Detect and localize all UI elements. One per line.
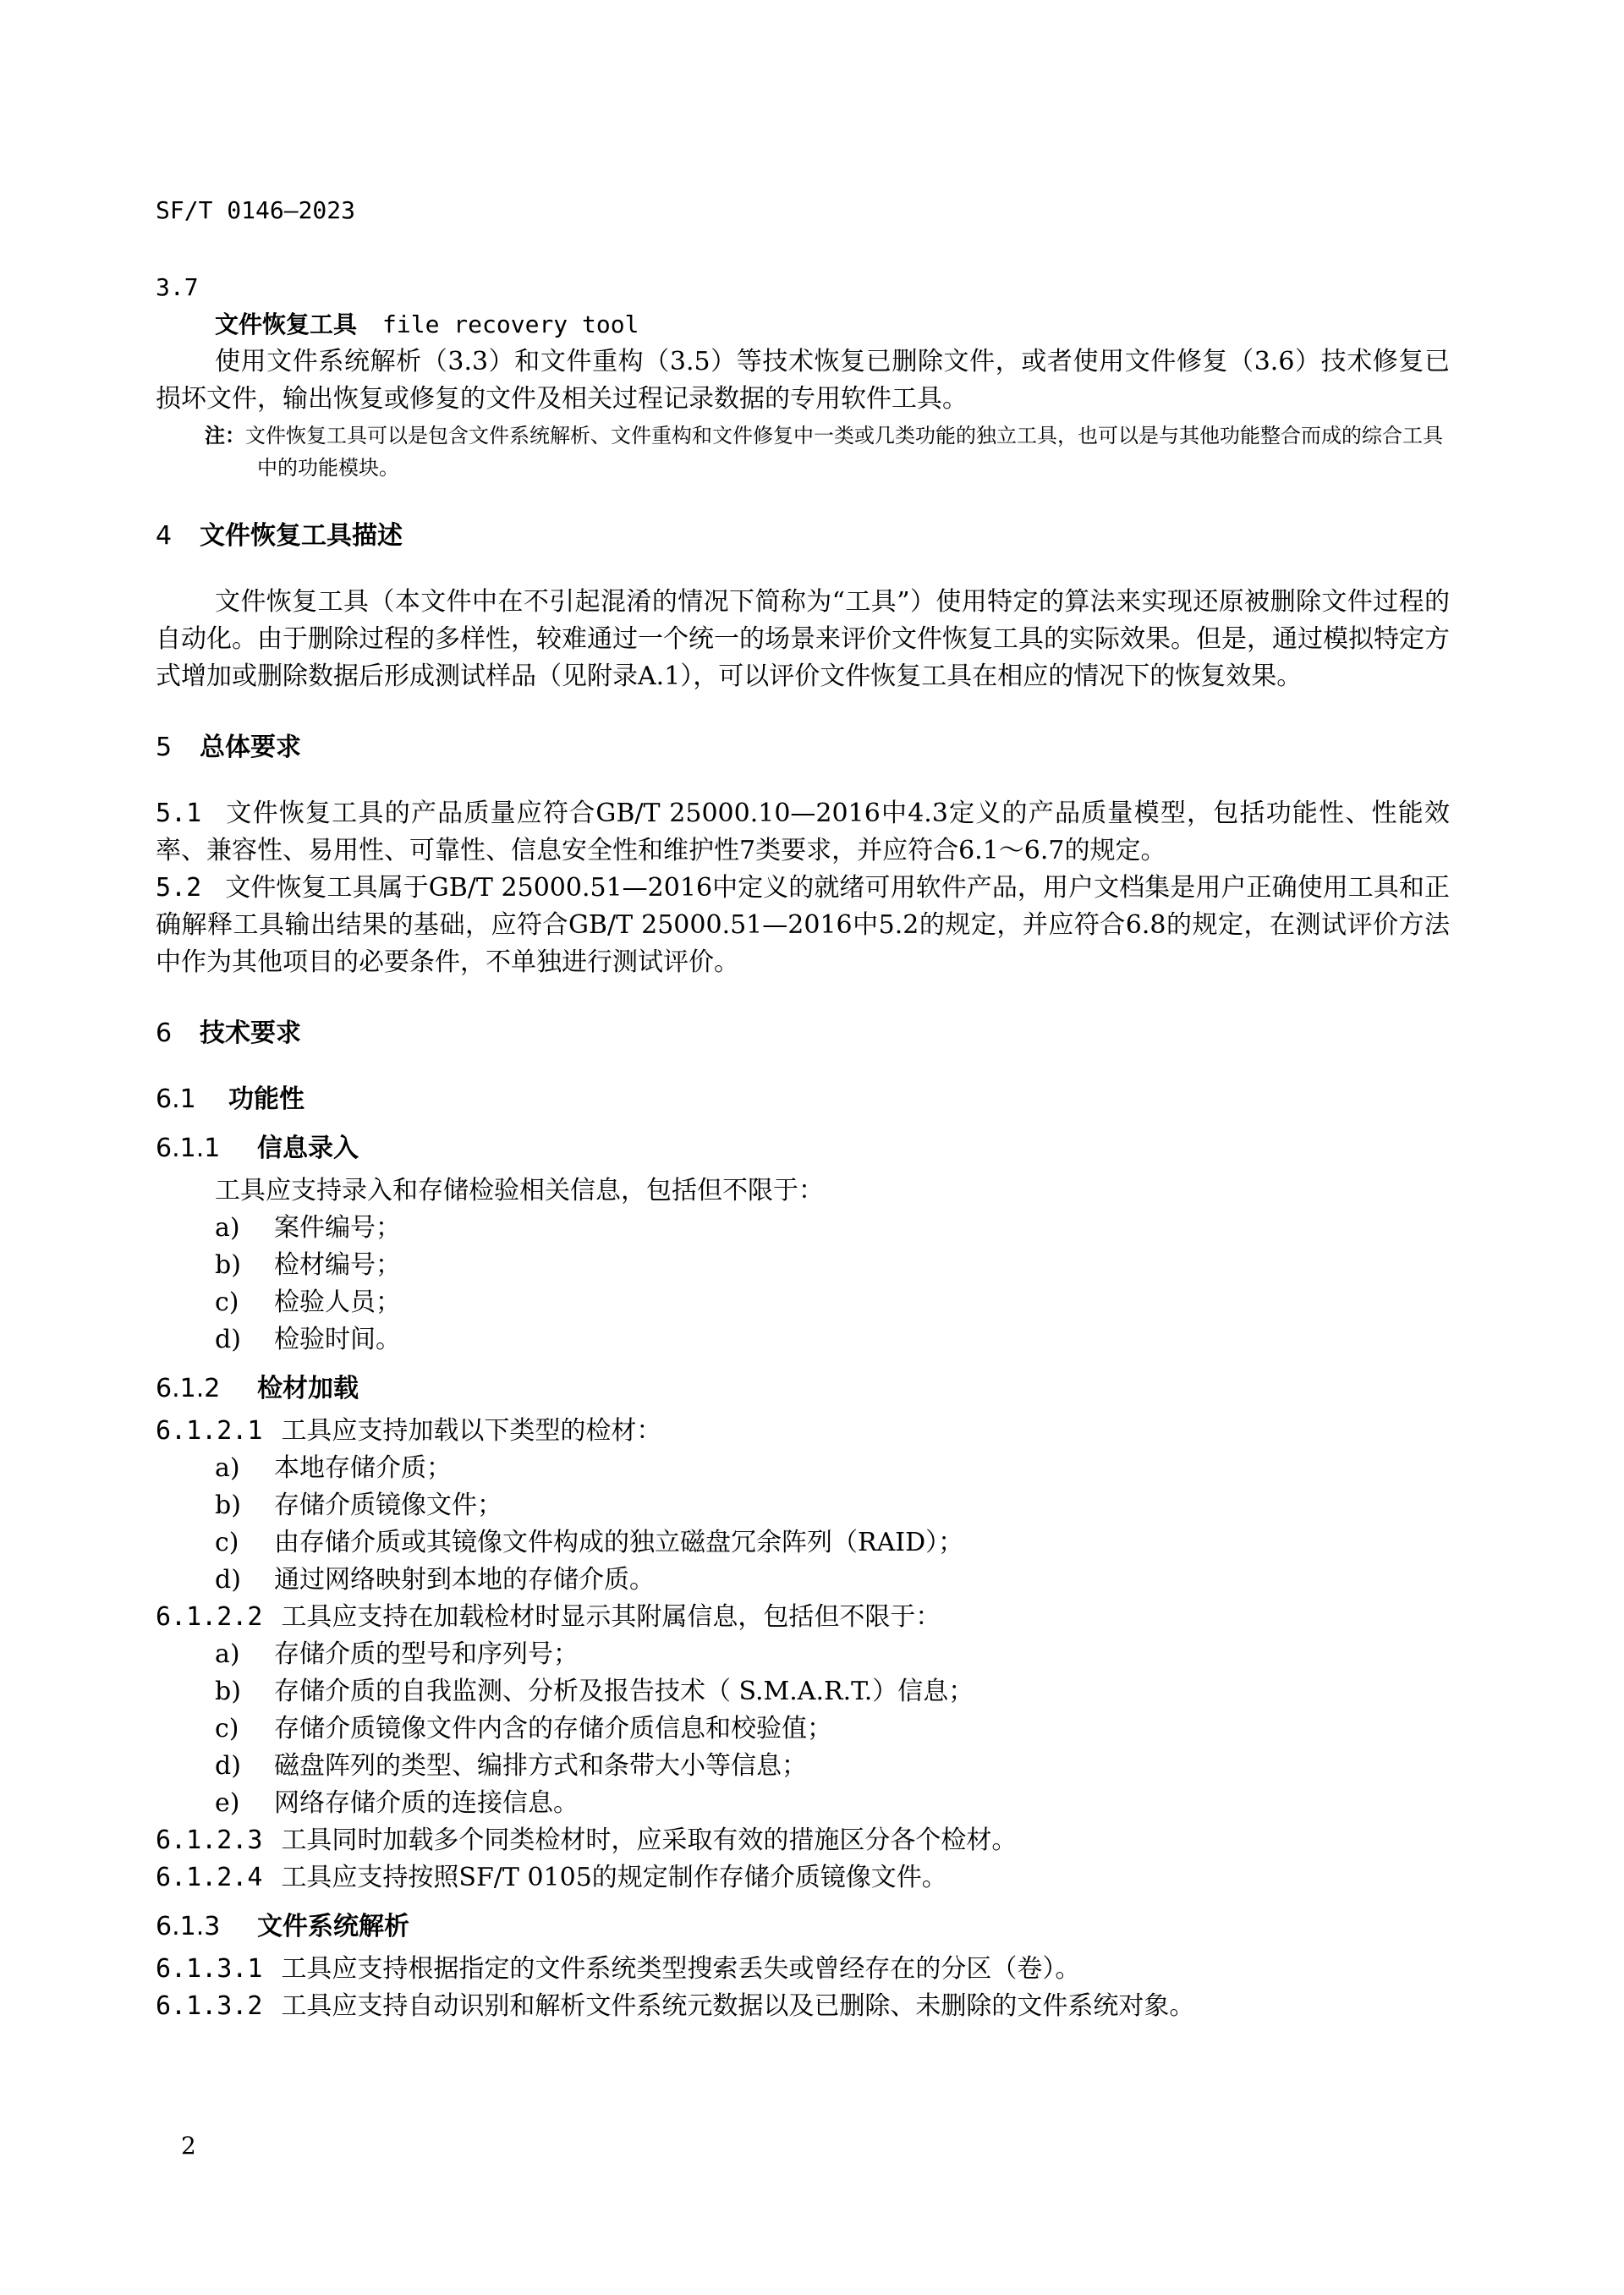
list-marker: d) xyxy=(215,1565,241,1595)
subsection-heading-6-1-3 xyxy=(156,1908,1450,1946)
list-text: 检验时间。 xyxy=(274,1325,401,1354)
list-text: 存储介质镜像文件； xyxy=(274,1491,502,1520)
document-header-id: SF/T 0146—2023 xyxy=(156,196,356,224)
note-text: 文件恢复工具可以是包含文件系统解析、文件重构和文件修复中一类或几类功能的独立工具，也可以是与其他功能整合而成的综合工具中的功能模块。 xyxy=(245,424,1443,480)
clause-text: 工具应支持加载以下类型的检材： xyxy=(281,1416,662,1446)
list-marker: c) xyxy=(215,1528,239,1557)
list-marker: a) xyxy=(215,1213,240,1243)
list-6-1-2-1 xyxy=(156,1450,1450,1599)
clause-number: 6.1.3.1 xyxy=(156,1954,263,1984)
section-title: 总体要求 xyxy=(200,733,301,762)
section-title: 文件恢复工具描述 xyxy=(200,521,403,551)
list-text: 存储介质的自我监测、分析及报告技术（ S.M.A.R.T.）信息； xyxy=(274,1677,974,1706)
subsection-heading-6-1-1 xyxy=(156,1130,1450,1167)
clause-number: 6.1.3.2 xyxy=(156,1991,263,2021)
list-item xyxy=(156,1210,1450,1247)
clause-5-2 xyxy=(156,870,1450,981)
list-item xyxy=(156,1524,1450,1562)
list-item xyxy=(156,1710,1450,1748)
term-title-zh: 文件恢复工具 xyxy=(215,310,358,338)
clause-6-1-2-2 xyxy=(156,1599,1450,1636)
subsection-title: 功能性 xyxy=(228,1084,304,1114)
list-text: 存储介质镜像文件内含的存储介质信息和校验值； xyxy=(274,1714,832,1743)
term-heading xyxy=(156,306,1450,343)
section-number: 6 xyxy=(156,1018,173,1048)
clause-text: 工具应支持按照SF/T 0105的规定制作存储介质镜像文件。 xyxy=(281,1863,947,1892)
section-heading-5 xyxy=(156,729,1450,766)
document-body xyxy=(156,269,1450,2025)
list-text: 通过网络映射到本地的存储介质。 xyxy=(274,1565,655,1595)
clause-6-1-2-3 xyxy=(156,1822,1450,1859)
list-6-1-2-2 xyxy=(156,1636,1450,1822)
list-item xyxy=(156,1284,1450,1321)
clause-text: 文件恢复工具属于GB/T 25000.51—2016中定义的就绪可用软件产品，用户文档集是用户正确使用工具和正确解释工具输出结果的基础，应符合GB/T 25000.51—2016中5.2的规定，并应符合6.8的规定，在测试评价方法中作为其他项目的必要条件，不单独进行测试评价。 xyxy=(156,873,1450,977)
clause-number: 6.1.2.1 xyxy=(156,1416,263,1446)
clause-6-1-2-1 xyxy=(156,1413,1450,1450)
list-text: 磁盘阵列的类型、编排方式和条带大小等信息； xyxy=(274,1751,807,1781)
clause-6-1-2-4 xyxy=(156,1859,1450,1897)
list-marker: c) xyxy=(215,1714,239,1743)
subsection-number: 6.1.2 xyxy=(156,1374,221,1403)
term-definition: 使用文件系统解析（3.3）和文件重构（3.5）等技术恢复已删除文件，或者使用文件修复（3.6）技术修复已损坏文件，输出恢复或修复的文件及相关过程记录数据的专用软件工具。 xyxy=(156,347,1450,414)
clause-text: 工具应支持自动识别和解析文件系统元数据以及已删除、未删除的文件系统对象。 xyxy=(281,1991,1195,2021)
clause-text: 工具应支持在加载检材时显示其附属信息，包括但不限于： xyxy=(281,1602,941,1632)
clause-text: 工具同时加载多个同类检材时，应采取有效的措施区分各个检材。 xyxy=(281,1826,1018,1855)
list-marker: d) xyxy=(215,1751,241,1781)
clause-text: 工具应支持根据指定的文件系统类型搜索丢失或曾经存在的分区（卷）。 xyxy=(281,1954,1081,1984)
clause-6-1-3-1 xyxy=(156,1951,1450,1988)
clause-number: 6.1.2.2 xyxy=(156,1602,263,1632)
clause-text: 文件恢复工具的产品质量应符合GB/T 25000.10—2016中4.3定义的产品质量模型，包括功能性、性能效率、兼容性、易用性、可靠性、信息安全性和维护性7类要求，并应符合6.1～6.7的规定。 xyxy=(156,799,1450,865)
clause-number: 6.1.2.4 xyxy=(156,1863,263,1892)
list-6-1-1 xyxy=(156,1210,1450,1359)
list-marker: b) xyxy=(215,1491,241,1520)
clause-6-1-3-2 xyxy=(156,1988,1450,2025)
list-item xyxy=(156,1487,1450,1524)
list-item xyxy=(156,1785,1450,1822)
list-text: 检材编号； xyxy=(274,1250,401,1280)
subsection-title: 信息录入 xyxy=(257,1134,359,1163)
list-item xyxy=(156,1636,1450,1673)
subsection-heading-6-1-2 xyxy=(156,1370,1450,1408)
list-item xyxy=(156,1450,1450,1487)
list-marker: a) xyxy=(215,1639,240,1669)
clause-number: 6.1.2.3 xyxy=(156,1826,263,1855)
list-item xyxy=(156,1321,1450,1359)
note-label: 注： xyxy=(205,424,245,447)
list-item xyxy=(156,1748,1450,1785)
section-4-paragraph: 文件恢复工具（本文件中在不引起混淆的情况下简称为“工具”）使用特定的算法来实现还原被删除文件过程的自动化。由于删除过程的多样性，较难通过一个统一的场景来评价文件恢复工具的实际效果。但是，通过模拟特定方式增加或删除数据后形成测试样品（见附录A.1），可以评价文件恢复工具在相应的情况下的恢复效果。 xyxy=(156,587,1450,691)
subsection-number: 6.1.1 xyxy=(156,1134,221,1163)
subsection-number: 6.1.3 xyxy=(156,1912,221,1941)
term-number: 3.7 xyxy=(156,273,199,301)
list-marker: b) xyxy=(215,1250,241,1280)
list-marker: b) xyxy=(215,1677,241,1706)
section-number: 5 xyxy=(156,733,173,762)
term-note xyxy=(156,420,1450,484)
clause-6-1-1-intro: 工具应支持录入和存储检验相关信息，包括但不限于： xyxy=(215,1176,824,1205)
list-item xyxy=(156,1673,1450,1710)
list-text: 网络存储介质的连接信息。 xyxy=(274,1788,579,1818)
subsection-number: 6.1 xyxy=(156,1084,196,1114)
section-number: 4 xyxy=(156,521,173,551)
list-marker: d) xyxy=(215,1325,241,1354)
section-heading-4 xyxy=(156,518,1450,555)
section-title: 技术要求 xyxy=(200,1018,301,1048)
list-marker: a) xyxy=(215,1453,240,1483)
list-text: 由存储介质或其镜像文件构成的独立磁盘冗余阵列（RAID）； xyxy=(274,1528,964,1557)
subsection-title: 检材加载 xyxy=(257,1374,359,1403)
list-text: 案件编号； xyxy=(274,1213,401,1243)
page-number: 2 xyxy=(181,2132,196,2160)
list-item xyxy=(156,1562,1450,1599)
list-marker: e) xyxy=(215,1788,240,1818)
section-heading-6 xyxy=(156,1015,1450,1052)
clause-5-1 xyxy=(156,795,1450,870)
subsection-heading-6-1 xyxy=(156,1081,1450,1118)
subsection-title: 文件系统解析 xyxy=(257,1912,409,1941)
term-title-en: file recovery tool xyxy=(382,310,639,338)
list-text: 检验人员； xyxy=(274,1288,401,1317)
list-text: 本地存储介质； xyxy=(274,1453,452,1483)
list-item xyxy=(156,1247,1450,1284)
list-marker: c) xyxy=(215,1288,239,1317)
list-text: 存储介质的型号和序列号； xyxy=(274,1639,579,1669)
clause-number: 5.1 xyxy=(156,799,202,828)
clause-number: 5.2 xyxy=(156,873,202,903)
